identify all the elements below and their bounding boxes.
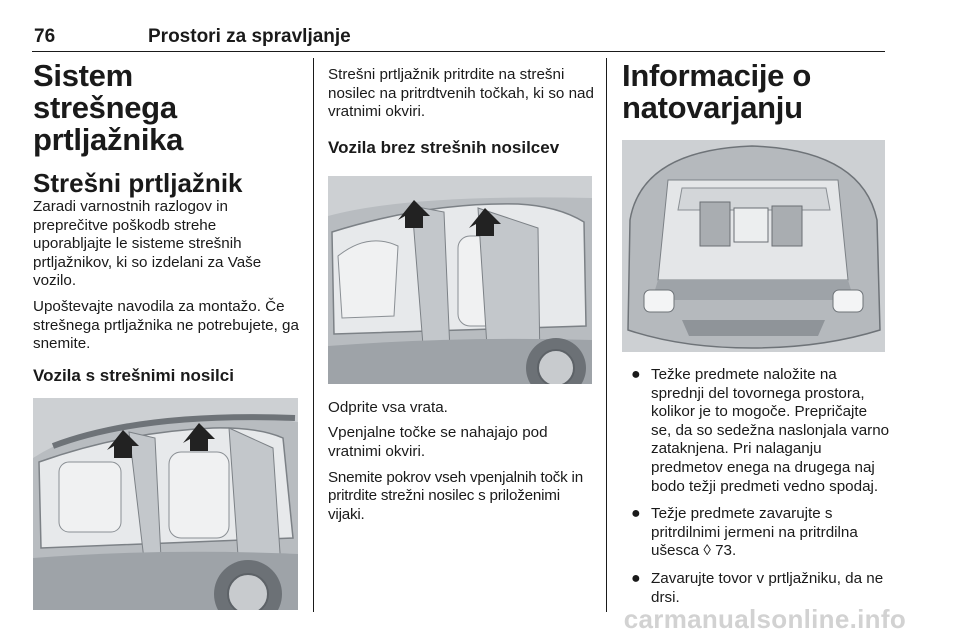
cross-reference-page[interactable]: 73. [715,542,737,560]
subheading-with-rails: Vozila s strešnimi nosilci [33,365,234,385]
column-3 [622,60,890,607]
subheading-roof-rack: Strešni prtljažnik [33,168,243,198]
list-item [622,505,890,561]
cargo-area-illustration [622,140,885,352]
column-divider [606,58,607,612]
page-header [32,26,885,52]
paragraph-remove-covers: Snemite pokrov vseh vpenjalnih točk in pritrdite strežni nosilec s priloženimi vijaki. [328,468,583,523]
watermark: carmanualsonline.info [623,604,906,634]
section-title: Prostori za spravljanje [148,26,351,47]
paragraph-open-doors: Odprite vsa vrata. [328,398,448,416]
list-item [622,366,890,496]
paragraph-instructions: Upoštevajte navodila za montažo. Če strešnega prtljažnika ne potrebujete, ga snemite. [33,297,299,353]
bullet-text: Težke predmete naložite na sprednji del tovornega prostora, kolikor je to mogoče. Prepričajte se, da so sedežna naslonjala varno zataknjena. Pri nalaganju predmetov enega na drugega naj bodo težji predmeti vedno spodaj. [651,366,890,495]
loading-tips-list [622,366,890,607]
section-heading-roof-rack-system: Sistem strešnega prtljažnika [33,58,184,157]
column-divider [313,58,314,612]
column-1 [33,60,303,610]
cross-reference-arrow-icon[interactable]: ◊ [703,542,711,560]
list-item [622,570,890,607]
paragraph-mount-points: Vpenjalne točke se nahajajo pod vratnimi okviri. [328,424,548,460]
bullet-icon: ● [631,569,641,587]
no-rails-car-illustration [328,176,592,384]
bullet-icon: ● [631,505,641,523]
bullet-text: Zavarujte tovor v prtljažniku, da ne drsi. [651,569,884,606]
subheading-without-rails: Vozila brez strešnih nosilcev [328,137,560,157]
section-heading-loading-info: Informacije o natovarjanju [622,58,812,125]
paragraph-safety: Zaradi varnostnih razlogov in preprečitve poškodb strehe uporabljajte le sisteme strešnih prtljažnikov, ki so izdelani za Vaše vozilo. [33,198,262,290]
column-2 [328,66,596,524]
page-number: 76 [34,26,56,47]
paragraph-attach: Strešni prtljažnik pritrdite na strešni nosilec na pritrdtvenih točkah, ki so nad vratnimi okviri. [328,66,594,121]
roof-rails-car-illustration [33,398,298,610]
bullet-icon: ● [631,366,641,383]
bullet-text: Težje predmete zavarujte s pritrdilnimi jermeni na pritrdilna ušesca [651,505,858,560]
